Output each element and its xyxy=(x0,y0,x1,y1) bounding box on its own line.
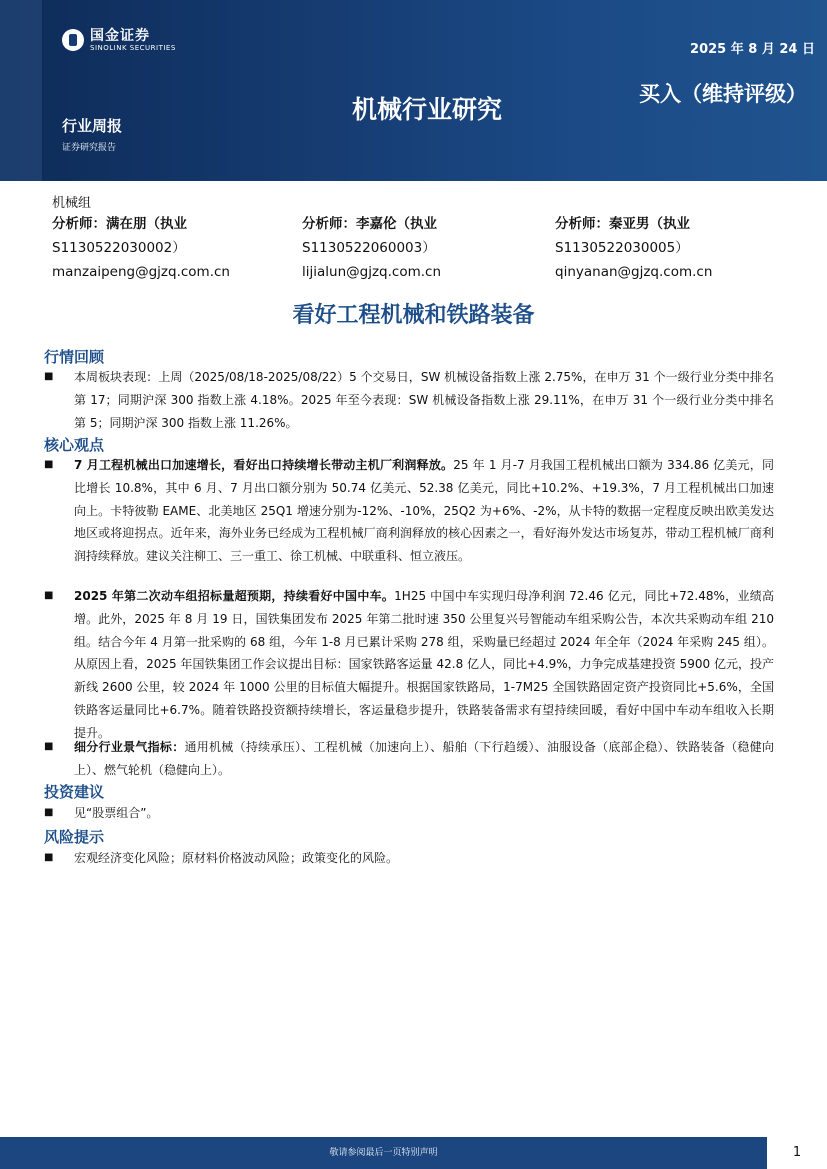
paragraph-body xyxy=(74,585,774,745)
point-lead: 7 月工程机械出口加速增长，看好出口持续增长带动主机厂利润释放。 xyxy=(74,458,454,472)
logo-text xyxy=(90,29,176,52)
paragraph-body xyxy=(74,736,774,782)
bullet-icon: ■ xyxy=(44,590,54,601)
core-point-1 xyxy=(44,454,774,568)
review-paragraph xyxy=(44,366,774,434)
header-side-strip xyxy=(0,0,42,181)
sector-title: 机械行业研究 xyxy=(352,95,503,124)
analyst-card xyxy=(302,212,441,284)
point-text: 25 年 1 月-7 月我国工程机械出口额为 334.86 亿美元，同比增长 10.8%，其中 6 月、7 月出口额分别为 50.74 亿美元、52.38 亿美元，同比+10.2%、+19.3%，7 月工程机械出口加速向上。卡特彼勒 EAME、北美地区 25Q1 增速分别为-12%、-10%，25Q2 为+6%、-2%，从卡特的数据一定程度反映出欧美发达地区或将迎拐点。近年来，海外业务已经成为工程机械厂商利润释放的核心因素之一，看好海外发达市场复苏，带动工程机械厂商利润持续释放。建议关注柳工、三一重工、徐工机械、中联重科、恒立液压。 xyxy=(74,458,775,564)
logo-mark-icon xyxy=(62,29,84,51)
bullet-icon: ■ xyxy=(44,741,54,752)
bullet-icon: ■ xyxy=(44,459,54,470)
paragraph-body: 见“股票组合”。 xyxy=(74,806,159,820)
bullet-icon: ■ xyxy=(44,371,54,382)
company-logo xyxy=(62,27,176,53)
bullet-icon: ■ xyxy=(44,807,54,818)
core-point-3 xyxy=(44,736,774,782)
point-text: 通用机械（持续承压）、工程机械（加速向上）、船舶（下行趋缓）、油服设备（底部企稳）、铁路装备（稳健向上）、燃气轮机（稳健向上）。 xyxy=(74,740,774,777)
analyst-label: 分析师：李嘉伦（执业 xyxy=(302,216,437,232)
analyst-code: S1130522060003） xyxy=(302,240,436,256)
analyst-code: S1130522030005） xyxy=(555,240,689,256)
analyst-card xyxy=(52,212,230,284)
report-type: 行业周报 xyxy=(62,117,123,135)
point-lead: 2025 年第二次动车组招标量超预期，持续看好中国中车。 xyxy=(74,589,395,603)
report-subtype: 证券研究报告 xyxy=(62,143,117,153)
section-heading-core: 核心观点 xyxy=(44,436,105,454)
core-point-2 xyxy=(44,585,774,745)
analyst-email[interactable]: lijialun@gjzq.com.cn xyxy=(302,264,442,280)
logo-en: SINOLINK SECURITIES xyxy=(90,43,176,52)
disclaimer-note: 敬请参阅最后一页特别声明 xyxy=(329,1148,438,1158)
section-heading-invest: 投资建议 xyxy=(44,783,105,801)
invest-paragraph xyxy=(44,802,774,825)
analyst-label: 分析师：满在朋（执业 xyxy=(52,216,187,232)
risk-paragraph xyxy=(44,847,774,870)
section-heading-review: 行情回顾 xyxy=(44,348,105,366)
analyst-group: 机械组 xyxy=(52,196,92,211)
analyst-code: S1130522030002） xyxy=(52,240,186,256)
page-footer xyxy=(0,1137,827,1169)
point-text: 1H25 中国中车实现归母净利润 72.46 亿元，同比+72.48%，业绩高增。此外，2025 年 8 月 19 日，国铁集团发布 2025 年第二批时速 350 公里复兴号智能动车组采购公告，本次共采购动车组 210 组。结合今年 4 月第一批采购的 68 组，今年 1-8 月已累计采购 278 组，采购量已经超过 2024 年全年（2024 年采购 245 组）。从原因上看，2025 年国铁集团工作会议提出目标：国家铁路客运量 42.8 亿人，同比+4.9%，力争完成基建投资 5900 亿元，投产新线 2600 公里，较 2024 年 1000 公里的目标值大幅提升。根据国家铁路局，1-7M25 全国铁路固定资产投资同比+5.6%，全国铁路客运量同比+6.7%。随着铁路投资额持续增长，客运量稳步提升，铁路装备需求有望持续回暖，看好中国中车动车组收入长期提升。 xyxy=(74,589,774,740)
page-number: 1 xyxy=(767,1137,827,1169)
rating: 买入（维持评级） xyxy=(639,82,807,106)
section-heading-risk: 风险提示 xyxy=(44,828,105,846)
analyst-email[interactable]: qinyanan@gjzq.com.cn xyxy=(555,264,713,280)
analyst-card xyxy=(555,212,712,284)
paragraph-body: 宏观经济变化风险；原材料价格波动风险；政策变化的风险。 xyxy=(74,851,399,865)
report-header xyxy=(0,0,827,181)
analyst-label: 分析师：秦亚男（执业 xyxy=(555,216,690,232)
bullet-icon: ■ xyxy=(44,852,54,863)
paragraph-body xyxy=(74,454,774,568)
point-lead: 细分行业景气指标： xyxy=(74,740,185,754)
paragraph-body: 本周板块表现：上周（2025/08/18-2025/08/22）5 个交易日，SW 机械设备指数上涨 2.75%，在申万 31 个一级行业分类中排名第 17；同期沪深 300 指数上涨 4.18%。2025 年至今表现：SW 机械设备指数上涨 29.11%，在申万 31 个一级行业分类中排名第 5；同期沪深 300 指数上涨 11.26%。 xyxy=(74,370,774,430)
logo-cn: 国金证券 xyxy=(90,27,150,44)
report-title: 看好工程机械和铁路装备 xyxy=(292,303,535,328)
analyst-email[interactable]: manzaipeng@gjzq.com.cn xyxy=(52,264,230,280)
report-date: 2025 年 8 月 24 日 xyxy=(690,42,815,57)
